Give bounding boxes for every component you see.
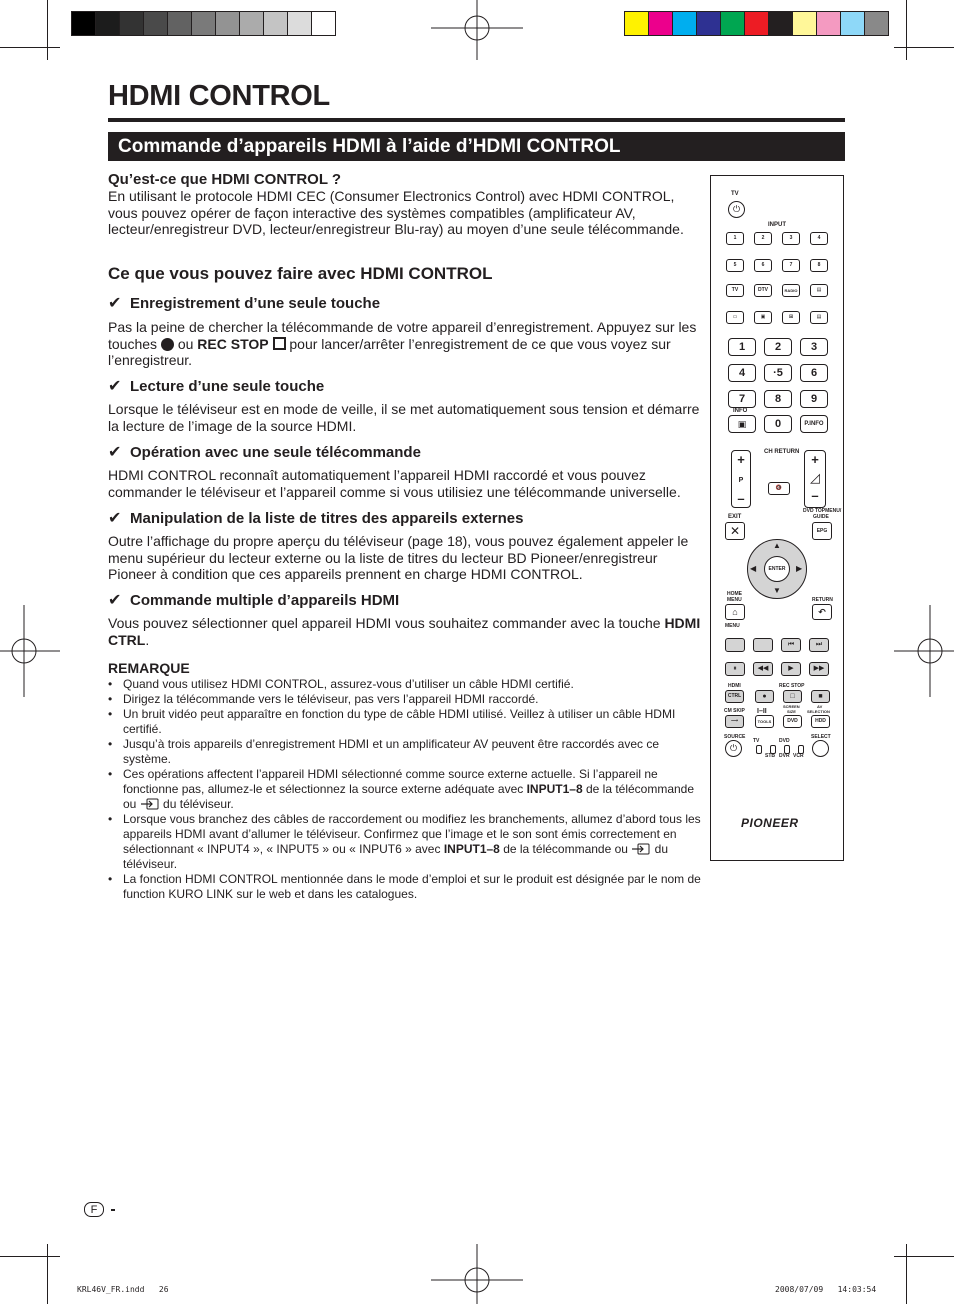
play-icon: ▶: [781, 662, 801, 676]
skip-back-icon: ⏮: [781, 638, 801, 652]
channel-rocker: + P –: [731, 450, 751, 508]
remote-label-cm-skip: CM SKIP: [724, 708, 745, 714]
remote-input-button: 2: [754, 232, 772, 245]
remote-label-screen: SCREEN: [783, 704, 800, 709]
crop-mark: [906, 0, 907, 60]
page-title: HDMI CONTROL: [108, 80, 330, 112]
remote-hdd-button: HDD: [811, 715, 830, 728]
enter-button: ENTER: [764, 556, 790, 582]
what-is-block: [108, 171, 703, 238]
remote-tools-button: TOOLS: [755, 715, 774, 728]
mode-led-icon: [756, 745, 762, 754]
remote-dtv-button: DTV: [754, 284, 772, 297]
crop-mark: [906, 1244, 907, 1304]
remark-item: • Lorsque vous branchez des câbles de raccordement ou modifiez les branchements, allumez d’abord tous les appareils HDMI avant d’allumer le téléviseur. Confirmez que l’image et le son sont émis correctement en sélectionnant « INPUT4 », « INPUT5 » ou « INPUT6 » avec INPUT1–8 de la télécommande ou du téléviseur.: [108, 812, 703, 872]
remote-input-button: 8: [810, 259, 828, 272]
remote-input-button: 1: [726, 232, 744, 245]
remote-label-source: SOURCE: [724, 734, 746, 740]
rec-stop-icon: □: [783, 690, 802, 703]
color-swatch: [95, 11, 120, 36]
skip-forward-icon: ⏭: [809, 638, 829, 652]
remote-label-ch-return: CH RETURN: [764, 449, 800, 455]
feature-title-list: [108, 508, 703, 583]
remote-label-mode-tv: TV: [753, 738, 760, 744]
remote-number-button: 1: [728, 338, 756, 356]
remote-input-button: 5: [726, 259, 744, 272]
remote-number-button: 7: [728, 390, 756, 408]
checkmark-icon: ✔: [108, 444, 122, 461]
remote-label-tv: TV: [731, 191, 739, 197]
remote-label-vcr: VCR: [793, 753, 804, 759]
checkmark-icon: ✔: [108, 592, 122, 609]
stop-button-icon: [273, 337, 286, 350]
crop-mark: [47, 0, 48, 60]
color-key-icon: [753, 638, 773, 652]
remark-item: • Un bruit vidéo peut apparaître en fonction du type de câble HDMI utilisé. Veillez à utiliser un câble HDMI certifié.: [108, 707, 703, 737]
footer-file: KRL46V_FR.indd 26: [77, 1285, 169, 1294]
arrow-left-icon: ◀: [750, 564, 757, 573]
remote-label-dvd-top: DVD TOPMENU/: [803, 508, 842, 514]
source-power-icon: ⏻: [725, 740, 742, 757]
crop-mark: [894, 1256, 954, 1257]
color-swatch: [215, 11, 240, 36]
tv-power-icon: ⏻: [728, 201, 745, 218]
color-swatch: [167, 11, 192, 36]
feature-heading: ✔ Opération avec une seule télécommande: [108, 444, 421, 461]
feature-text: Outre l’affichage du propre aperçu du téléviseur (page 18), vous pouvez également appeler le menu supérieur du lecteur externe ou la liste de titres du lecteur BD Pioneer/enregistreur Pioneer à condition que ces appareils prennent en charge HDMI CONTROL.: [108, 533, 689, 583]
color-swatch: [263, 11, 288, 36]
remote-number-button: 4: [728, 364, 756, 382]
language-badge: F: [84, 1202, 104, 1217]
color-swatch: [624, 11, 649, 36]
remote-hold-icon: ▤: [810, 311, 828, 324]
feature-heading: ✔ Manipulation de la liste de titres des appareils externes: [108, 510, 524, 527]
remote-control-illustration: [710, 175, 844, 861]
section-title: Commande d’appareils HDMI à l’aide d’HDMI CONTROL: [108, 132, 845, 161]
volume-rocker: + ◿ –: [804, 450, 826, 508]
feature-text: Lorsque le téléviseur est en mode de veille, il se met automatiquement sous tension et démarre la lecture de l’image de la source HDMI.: [108, 401, 700, 434]
crop-mark: [0, 47, 60, 48]
color-swatch: [71, 11, 96, 36]
arrow-up-icon: ▲: [773, 541, 781, 550]
arrow-right-icon: ▶: [796, 564, 803, 573]
feature-text: HDMI CONTROL reconnaît automatiquement l’appareil HDMI raccordé et vous pouvez commander le téléviseur et l’appareil comme si vous utilisiez une télécommande universelle.: [108, 467, 681, 500]
registration-mark-icon: [431, 0, 523, 60]
remark-item: • Quand vous utilisez HDMI CONTROL, assurez-vous d’utiliser un câble HDMI certifié.: [108, 677, 703, 692]
remote-label-guide: GUIDE: [813, 514, 829, 520]
remote-label-home: HOME: [727, 591, 742, 597]
registration-mark-icon: [894, 605, 954, 697]
color-swatch: [143, 11, 168, 36]
remote-subpage-icon: ▣: [754, 311, 772, 324]
exit-icon: ✕: [725, 522, 745, 540]
input-select-icon: [140, 798, 160, 810]
remote-teletext-icon: ▭: [726, 311, 744, 324]
color-swatch: [672, 11, 697, 36]
remote-label-menu: MENU: [725, 623, 740, 629]
feature-single-remote: [108, 442, 703, 500]
remote-label-dvr: DVR: [779, 753, 790, 759]
remote-input-button: 4: [810, 232, 828, 245]
record-icon: ●: [755, 690, 774, 703]
feature-one-touch-play: [108, 376, 703, 434]
remote-text-icon: ▤: [810, 284, 828, 297]
remote-label-info: INFO: [733, 408, 748, 414]
remote-input-button: 3: [782, 232, 800, 245]
checkmark-icon: ✔: [108, 510, 122, 527]
remote-number-button: 3: [800, 338, 828, 356]
pause-icon: ⏸: [725, 662, 745, 676]
color-swatch: [287, 11, 312, 36]
can-do-heading: Ce que vous pouvez faire avec HDMI CONTROL: [108, 264, 493, 283]
color-swatch: [239, 11, 264, 36]
color-swatch: [768, 11, 793, 36]
crop-mark: [894, 47, 954, 48]
remarks-heading: REMARQUE: [108, 660, 190, 676]
remote-number-button: 2: [764, 338, 792, 356]
color-swatch: [648, 11, 673, 36]
remote-label-return: RETURN: [812, 597, 833, 603]
remote-label-home-menu: MENU: [727, 597, 742, 603]
grayscale-swatch-bar: [71, 11, 335, 36]
color-swatch: [840, 11, 865, 36]
rewind-icon: ◀◀: [753, 662, 773, 676]
registration-mark-icon: [0, 605, 60, 697]
color-swatch: [792, 11, 817, 36]
feature-multiple-devices: [108, 590, 703, 648]
color-swatch: [720, 11, 745, 36]
feature-heading: ✔ Commande multiple d’appareils HDMI: [108, 592, 400, 609]
what-is-text: En utilisant le protocole HDMI CEC (Consumer Electronics Control) avec HDMI CONTROL, vous pouvez opérer de façon interactive des systèmes compatibles (amplificateur AV, lecteur/enregistreur DVD, lecteur/enregistreur Blu-ray) au moyen d’une seule télécommande.: [108, 188, 684, 238]
remote-label-mode-dvd: DVD: [779, 738, 790, 744]
remote-label-stb: STB: [765, 753, 775, 759]
remote-label-hdmi: HDMI: [728, 683, 741, 689]
checkmark-icon: ✔: [108, 295, 122, 312]
remote-info-icon: ▣: [728, 415, 756, 433]
remarks-list: [108, 677, 703, 902]
select-button-icon: [812, 740, 829, 757]
checkmark-icon: ✔: [108, 378, 122, 395]
mode-led-icon: [784, 745, 790, 754]
remote-number-button: 6: [800, 364, 828, 382]
color-swatch-bar: [624, 11, 888, 36]
remote-zero-button: 0: [764, 415, 792, 433]
remote-label-input: INPUT: [768, 222, 786, 228]
arrow-down-icon: ▼: [773, 586, 781, 595]
cm-skip-icon: ⟶: [725, 715, 744, 728]
remote-label-dual: I–II: [757, 708, 767, 715]
fast-forward-icon: ▶▶: [809, 662, 829, 676]
mode-led-icon: [770, 745, 776, 754]
feature-text: Vous pouvez sélectionner quel appareil HDMI vous souhaitez commander avec la touche HDMI CTRL.: [108, 615, 701, 648]
color-swatch: [816, 11, 841, 36]
remote-label-av: AV: [817, 704, 823, 709]
return-icon: ↶: [812, 604, 832, 620]
crop-mark: [47, 1244, 48, 1304]
color-swatch: [311, 11, 336, 36]
footer-timestamp: 2008/07/09 14:03:54: [775, 1285, 877, 1294]
color-swatch: [191, 11, 216, 36]
remote-input-button: 7: [782, 259, 800, 272]
color-swatch: [696, 11, 721, 36]
feature-heading: ✔ Enregistrement d’une seule touche: [108, 295, 381, 312]
crop-mark: [0, 1256, 60, 1257]
feature-one-touch-record: [108, 293, 703, 369]
stop-icon: ■: [811, 690, 830, 703]
remark-item: • Dirigez la télécommande vers le téléviseur, pas vers l’appareil HDMI raccordé.: [108, 692, 703, 707]
color-key-icon: [725, 638, 745, 652]
remote-number-button: 9: [800, 390, 828, 408]
remote-number-button: ·5: [764, 364, 792, 382]
remote-hdmi-ctrl-button: CTRL: [725, 690, 744, 703]
input-select-icon: [631, 843, 651, 855]
remark-item: • La fonction HDMI CONTROL mentionnée dans le mode d’emploi et sur le produit est désignée par le nom de function KURO LINK sur le web et dans les catalogues.: [108, 872, 703, 902]
mute-icon: 🔇: [768, 482, 790, 495]
remote-epg-button: EPG: [812, 522, 832, 540]
remote-label-rec-stop: REC STOP: [779, 683, 805, 689]
registration-mark-icon: [431, 1244, 523, 1304]
color-swatch: [864, 11, 889, 36]
record-button-icon: [161, 338, 174, 351]
title-rule: [108, 118, 845, 122]
remote-number-button: 8: [764, 390, 792, 408]
home-menu-icon: ⌂: [725, 604, 745, 620]
language-badge-dash: [111, 1209, 115, 1211]
what-is-heading: Qu’est-ce que HDMI CONTROL ?: [108, 171, 342, 188]
remote-input-button: 6: [754, 259, 772, 272]
feature-text: Pas la peine de chercher la télécommande de votre appareil d’enregistrement. Appuyez sur les touches ou REC STOP pour lancer/arrêter l’enregistrement de ce que vous voyez sur l’enregistreur.: [108, 319, 697, 369]
remote-label-selection: SELECTION: [807, 709, 830, 714]
color-swatch: [744, 11, 769, 36]
remote-radio-button: RADIO: [782, 284, 800, 297]
feature-heading: ✔ Lecture d’une seule touche: [108, 378, 325, 395]
remote-dvd-button: DVD: [783, 715, 802, 728]
remark-item: • Ces opérations affectent l’appareil HDMI sélectionné comme source externe actuelle. Si l’appareil ne fonctionne pas, allumez-le et sélectionnez la source externe adéquate avec INPUT1–8 de la télécommande ou du téléviseur.: [108, 767, 703, 812]
pioneer-logo: PIONEER: [741, 816, 799, 830]
remote-mix-icon: ⊞: [782, 311, 800, 324]
remote-label-select: SELECT: [811, 734, 831, 740]
remote-label-exit: EXIT: [728, 514, 742, 520]
mode-led-icon: [798, 745, 804, 754]
remark-item: • Jusqu’à trois appareils d’enregistrement HDMI et un amplificateur AV peuvent être raccordés avec ce système.: [108, 737, 703, 767]
remote-tv-button: TV: [726, 284, 744, 297]
remote-pinfo-button: P.INFO: [800, 415, 828, 433]
remote-label-size: SIZE: [787, 709, 796, 714]
color-swatch: [119, 11, 144, 36]
